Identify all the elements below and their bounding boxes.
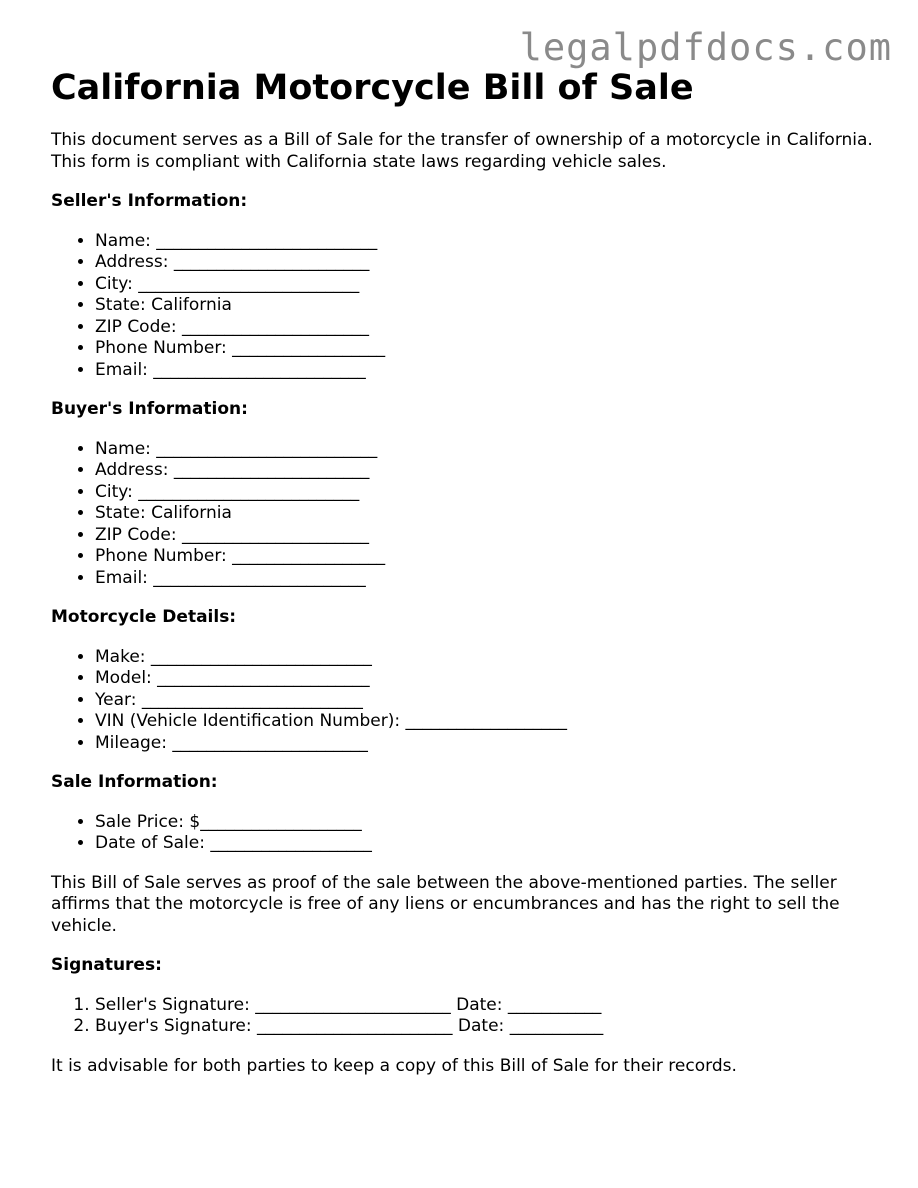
seller-signature-line: 1. Seller's Signature: _______________________ Date: ___________ bbox=[95, 995, 881, 1017]
buyer-phone-field: • Phone Number: __________________ bbox=[95, 546, 881, 568]
buyer-city-field: • City: __________________________ bbox=[95, 482, 881, 504]
buyer-zip-field: • ZIP Code: ______________________ bbox=[95, 525, 881, 547]
motorcycle-heading: Motorcycle Details: bbox=[51, 607, 237, 627]
buyer-list bbox=[51, 439, 881, 590]
page-title: California Motorcycle Bill of Sale bbox=[51, 68, 694, 108]
motorcycle-mileage-field: • Mileage: _______________________ bbox=[95, 733, 881, 755]
buyer-heading: Buyer's Information: bbox=[51, 399, 248, 419]
site-watermark: legalpdfdocs.com bbox=[519, 26, 892, 69]
seller-state-field: • State: California bbox=[95, 295, 881, 317]
buyer-signature-line: 2. Buyer's Signature: _______________________ Date: ___________ bbox=[95, 1016, 881, 1038]
motorcycle-make-field: • Make: __________________________ bbox=[95, 647, 881, 669]
buyer-name-field: • Name: __________________________ bbox=[95, 439, 881, 461]
buyer-address-field: • Address: _______________________ bbox=[95, 460, 881, 482]
buyer-state-field: • State: California bbox=[95, 503, 881, 525]
motorcycle-year-field: • Year: __________________________ bbox=[95, 690, 881, 712]
proof-paragraph: This Bill of Sale serves as proof of the sale between the above-mentioned parties. The seller affirms that the motorcycle is free of any liens or encumbrances and has the right to sell the vehicle. bbox=[51, 872, 840, 936]
sale-date-field: • Date of Sale: ___________________ bbox=[95, 833, 881, 855]
sale-price-field: • Sale Price: $___________________ bbox=[95, 812, 881, 834]
signatures-list bbox=[51, 995, 881, 1038]
seller-heading: Seller's Information: bbox=[51, 191, 248, 211]
motorcycle-model-field: • Model: _________________________ bbox=[95, 668, 881, 690]
seller-phone-field: • Phone Number: __________________ bbox=[95, 338, 881, 360]
buyer-email-field: • Email: _________________________ bbox=[95, 568, 881, 590]
seller-zip-field: • ZIP Code: ______________________ bbox=[95, 317, 881, 339]
signatures-heading: Signatures: bbox=[51, 955, 162, 975]
document-body bbox=[51, 60, 881, 1095]
closing-paragraph: It is advisable for both parties to keep a copy of this Bill of Sale for their records. bbox=[51, 1055, 737, 1076]
seller-name-field: • Name: __________________________ bbox=[95, 231, 881, 253]
seller-email-field: • Email: _________________________ bbox=[95, 360, 881, 382]
seller-list bbox=[51, 231, 881, 382]
intro-paragraph: This document serves as a Bill of Sale for the transfer of ownership of a motorcycle in California. This form is compliant with California state laws regarding vehicle sales. bbox=[51, 130, 873, 172]
sale-list bbox=[51, 812, 881, 855]
motorcycle-list bbox=[51, 647, 881, 755]
sale-heading: Sale Information: bbox=[51, 772, 218, 792]
seller-city-field: • City: __________________________ bbox=[95, 274, 881, 296]
seller-address-field: • Address: _______________________ bbox=[95, 252, 881, 274]
motorcycle-vin-field: • VIN (Vehicle Identification Number): ___________________ bbox=[95, 711, 881, 733]
